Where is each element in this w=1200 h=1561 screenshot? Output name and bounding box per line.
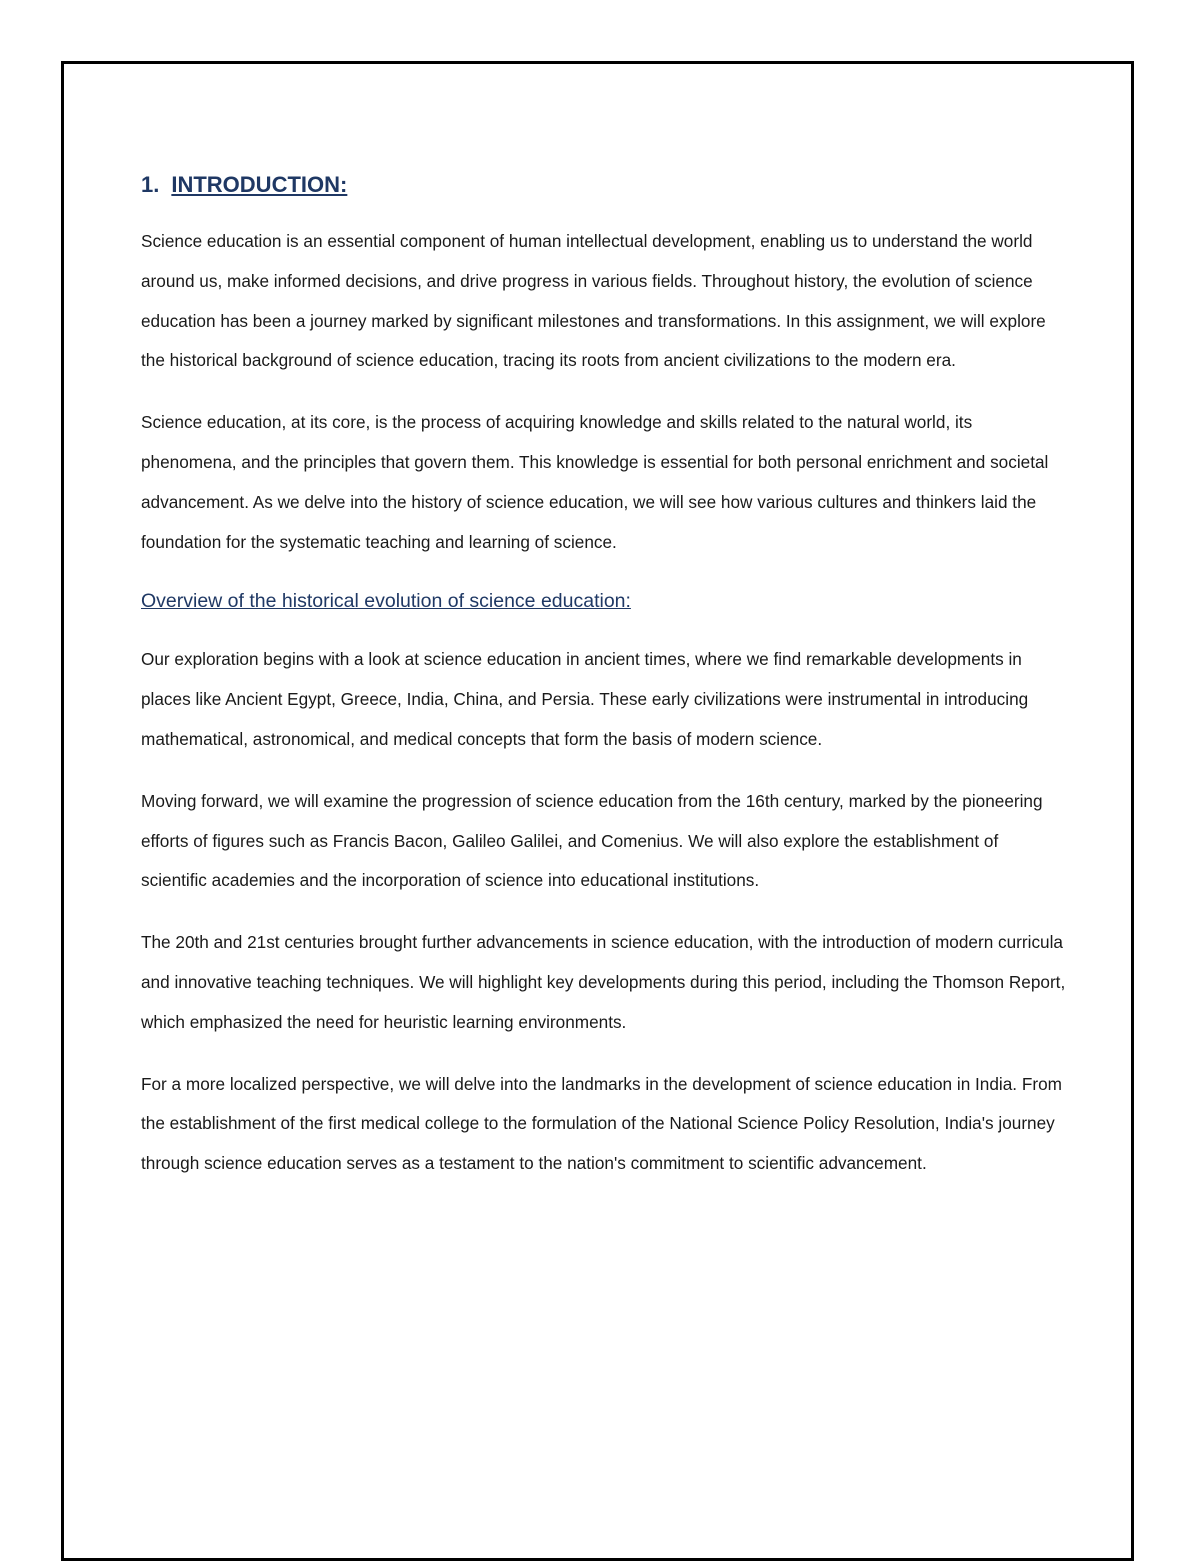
paragraph: For a more localized perspective, we will delve into the landmarks in the development of science education in India. From the establishment of the first medical college to the formulation of the National Science Policy Resolution, India's journey through science education serves as a testament to the nation's commitment to scientific advancement. [141,1073,1062,1174]
section-heading [141,168,1066,202]
subsection-heading: Overview of the historical evolution of science education: [141,590,631,613]
paragraph: Moving forward, we will examine the progression of science education from the 16th century, marked by the pioneering efforts of figures such as Francis Bacon, Galileo Galilei, and Comenius. We will also explore the establishment of scientific academies and the incorporation of science into educational institutions. [141,790,1043,891]
paragraph: Our exploration begins with a look at science education in ancient times, where we find remarkable developments in places like Ancient Egypt, Greece, India, China, and Persia. These early civilizations were instrumental in introducing mathematical, astronomical, and medical concepts that form the basis of modern science. [141,649,1029,749]
paragraph: Science education is an essential component of human intellectual development, enabling us to understand the world around us, make informed decisions, and drive progress in various fields. Throughout history, the evolution of science education has been a journey marked by significant milestones and transformations. In this assignment, we will explore the historical background of science education, tracing its roots from ancient civilizations to the modern era. [141,231,1046,371]
document-body [141,168,1066,1206]
paragraph: Science education, at its core, is the process of acquiring knowledge and skills related to the natural world, its phenomena, and the principles that govern them. This knowledge is essential for both personal enrichment and societal advancement. As we delve into the history of science education, we will see how various cultures and thinkers laid the foundation for the systematic teaching and learning of science. [141,412,1049,552]
section-title: INTRODUCTION: [171,172,348,197]
section-number: 1. [141,172,160,197]
paragraph: The 20th and 21st centuries brought further advancements in science education, with the introduction of modern curricula and innovative teaching techniques. We will highlight key developments during this period, including the Thomson Report, which emphasized the need for heuristic learning environments. [141,932,1066,1032]
